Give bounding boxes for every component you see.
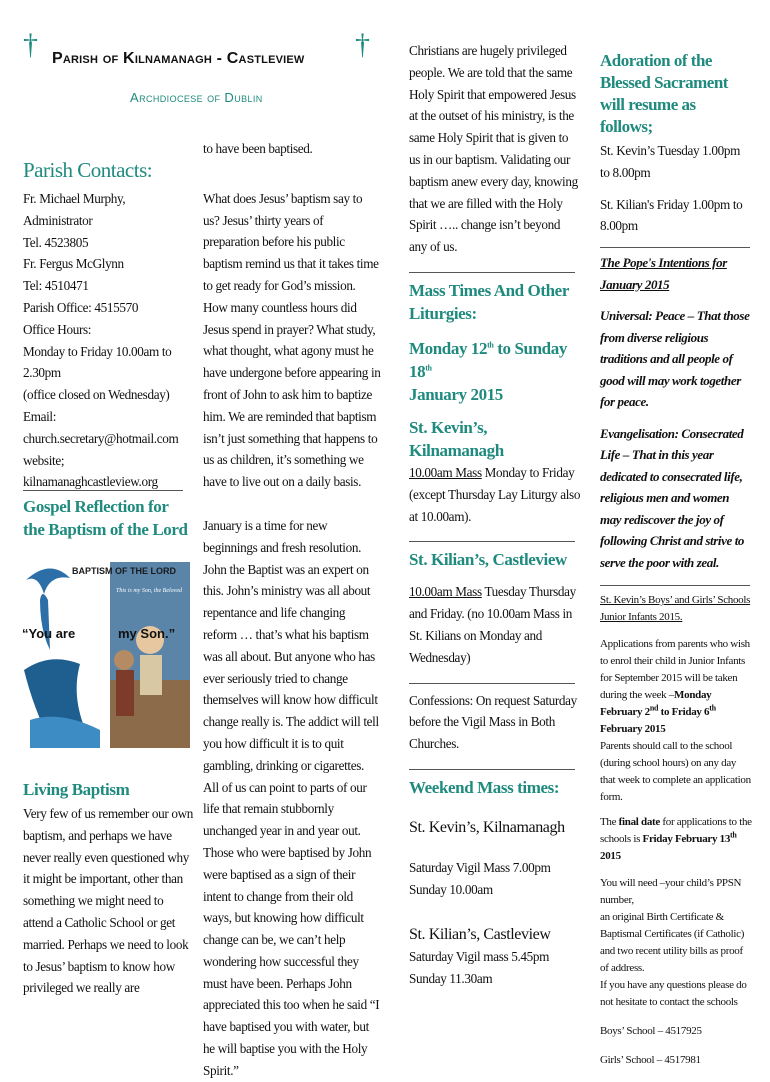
confessions-text: Confessions: On request Saturday before the Vigil Mass in Both Churches. — [409, 692, 577, 752]
mass-times-heading: Mass Times And Other Liturgies: — [409, 280, 569, 323]
contact-line: Parish Office: 4515570 — [23, 299, 139, 315]
archdiocese-subtitle: Archdiocese of Dublin — [130, 90, 263, 105]
divider — [409, 272, 575, 273]
reflection-paragraph: What does Jesus’ baptism say to us? Jesus’ thirty years of preparation before his public baptism remind us that it takes time to get ready for God’s mission. How many countless hours did Jesus spend in prayer? What study, what thought, what agony must he have undergone before appearing in front of John to ask him to baptize him. We are reminded that baptism isn’t just something that happens to us as children, it’s something we have to live out on a daily basis. — [203, 190, 381, 490]
schools-contact-note: If you have any questions please do not hesitate to contact the schools — [600, 979, 747, 1009]
reflection-continued: Christians are hugely privileged people. We are told that the same Holy Spirit that empowered Jesus at the outset of his ministry, is the same Holy Spirit that is given to us in our baptism. Validating our baptism anew every day, knowing that we are filled with the Holy Spirit ….. change isn’t beyond any of us. — [409, 43, 578, 255]
contact-line: (office closed on Wednesday) — [23, 387, 170, 403]
contact-line: Tel: 4510471 — [23, 278, 89, 294]
reflection-column — [203, 138, 381, 1082]
cross-icon: † — [23, 28, 38, 61]
schools-call-text: Parents should call to the school (during school hours) on any day that week to complete an application form. — [600, 740, 751, 804]
adoration-kevins: St. Kevin’s Tuesday 1.00pm to 8.00pm — [600, 143, 741, 180]
schools-final-date: The final date for applications to the schools is Friday February 13th 2015 — [600, 816, 752, 863]
weekend-kevins-sunday: Sunday 10.00am — [409, 881, 493, 897]
living-baptism-text: Very few of us remember our own baptism, and perhaps we have never really even questioned why it might be important, other than something we might need to attend a Catholic School or get married. Perhaps we need to look to Jesus’ baptism to know how privileged we really are — [23, 806, 194, 996]
divider — [600, 247, 750, 248]
kevins-weekday-mass: 10.00am Mass Monday to Friday (except Thursday Lay Liturgy also at 10.00am). — [409, 464, 581, 524]
divider — [409, 541, 575, 542]
contact-line[interactable]: kilnamanaghcastleview.org — [23, 474, 158, 490]
art-quote-left: “You are — [22, 626, 76, 641]
girls-school-phone: Girls’ School – 4517981 — [600, 1054, 701, 1067]
adoration-kilians: St. Kilian's Friday 1.00pm to 8.00pm — [600, 196, 743, 234]
schools-application-text: Applications from parents who wish to enrol their child in Junior Infants for September 2015 will be taken during the week –Monday February 2nd to Friday 6th February 2015 — [600, 638, 750, 736]
contact-line: Monday to Friday 10.00am to — [23, 343, 172, 359]
contacts-list — [23, 188, 193, 493]
gospel-reflection-heading: Gospel Reflection for the Baptism of the Lord — [23, 497, 188, 539]
divider — [409, 769, 575, 770]
contact-line[interactable]: church.secretary@hotmail.com — [23, 430, 179, 446]
reflection-paragraph: to have been baptised. — [203, 141, 313, 156]
contact-line: Fr. Michael Murphy, Administrator — [23, 191, 126, 228]
boys-school-phone: Boys’ School – 4517925 — [600, 1025, 702, 1038]
week-dates-heading: Monday 12th to Sunday 18th January 2015 — [409, 338, 567, 404]
divider — [23, 490, 183, 491]
kevins-heading: St. Kevin’s, Kilnamanagh — [409, 417, 504, 460]
universal-intention: Universal: Peace – That those from diverse religious traditions and all people of good will may work together for peace. — [600, 308, 750, 410]
contact-line: Tel. 4523805 — [23, 234, 89, 250]
kilians-weekday-mass: 10.00am Mass Tuesday Thursday and Friday. (no 10.00am Mass in St. Kilians on Monday and Wednesday) — [409, 584, 576, 665]
schools-requirements: an original Birth Certificate & Baptismal Certificates (if Catholic) — [600, 911, 745, 941]
mass-times-column — [409, 40, 581, 990]
cross-icon: † — [355, 28, 370, 61]
schools-heading: St. Kevin’s Boys’ and Girls’ Schools Junior Infants 2015. — [600, 594, 751, 624]
adoration-heading: Adoration of the Blessed Sacrament will resume as follows; — [600, 51, 728, 136]
baptism-of-the-lord-artwork — [20, 560, 192, 750]
art-caption: This is my Son, the Beloved — [116, 588, 182, 594]
contacts-heading: Parish Contacts: — [23, 158, 153, 182]
weekend-mass-heading: Weekend Mass times: — [409, 777, 560, 797]
kilians-heading: St. Kilian’s, Castleview — [409, 550, 567, 570]
art-heading: BAPTISM OF THE LORD — [72, 566, 176, 576]
weekend-kilians-sunday: Sunday 11.30am — [409, 970, 493, 986]
contact-line: website; — [23, 452, 65, 468]
contact-line: Fr. Fergus McGlynn — [23, 256, 124, 272]
contact-line: 2.30pm — [23, 365, 61, 381]
parish-title: Parish of Kilnamanagh - Castleview — [52, 50, 305, 67]
divider — [409, 683, 575, 684]
weekend-kevins-vigil: Saturday Vigil Mass 7.00pm — [409, 859, 551, 875]
art-quote-right: my Son.” — [118, 626, 176, 641]
weekend-kilians-vigil: Saturday Vigil mass 5.45pm — [409, 949, 550, 965]
schools-requirements: You will need –your child’s PPSN number, — [600, 877, 742, 907]
contact-line: Email: — [23, 408, 57, 424]
notices-column — [600, 50, 752, 1069]
living-baptism-heading: Living Baptism — [23, 780, 130, 799]
reflection-paragraph: January is a time for new beginnings and fresh resolution. John the Baptist was an expert on this. John’s ministry was all about repentance and life changing reform … that’s what his baptism was all about. But anyone who has ever seriously tried to change themselves will know how difficult change really is. The addict will tell you how difficult it is to quit gambling, drinking or cigarettes. All of us can point to parts of our life that remain stubbornly unchanged year in and year out. Those who were baptised by John were baptised as a sign of their intent to change from their old ways, but knowing how difficult change can be, we can’t help wondering how successful they must have been. Perhaps John appreciated this too when he said “I have baptised you with water, but he will baptise you with the Holy Spirit.” — [203, 517, 380, 1078]
divider — [600, 585, 750, 586]
popes-intentions-heading: The Pope's Intentions for January 2015 — [600, 255, 727, 292]
weekend-kevins-heading: St. Kevin’s, Kilnamanagh — [409, 818, 565, 836]
schools-requirements: and two recent utility bills as proof of address. — [600, 945, 743, 975]
contact-line: Office Hours: — [23, 321, 92, 337]
weekend-kilians-heading: St. Kilian’s, Castleview — [409, 926, 551, 944]
evangelisation-intention: Evangelisation: Consecrated Life – That in this year dedicated to consecrated life, religious men and women may rediscover the joy of following Christ and strive to serve the poor with zeal. — [600, 425, 745, 570]
